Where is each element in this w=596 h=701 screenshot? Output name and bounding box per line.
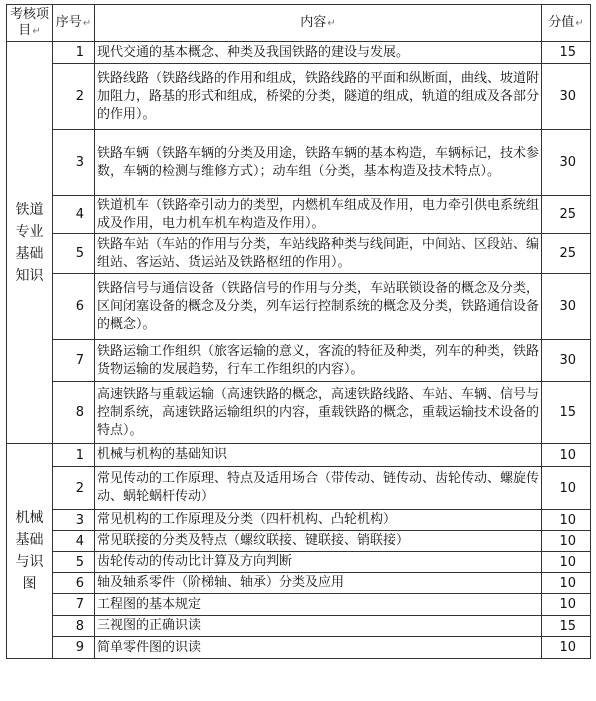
content-cell: 工程图的基本规定 xyxy=(95,594,542,616)
seq-cell: 8 xyxy=(53,616,95,637)
table-row xyxy=(7,637,591,659)
table-row xyxy=(7,616,591,637)
score-cell: 10 xyxy=(542,444,591,467)
table-row xyxy=(7,573,591,594)
table-row xyxy=(7,444,591,467)
table-row xyxy=(7,234,591,274)
table-row xyxy=(7,594,591,616)
seq-cell: 3 xyxy=(53,510,95,531)
score-cell: 15 xyxy=(542,382,591,444)
table-row xyxy=(7,467,591,510)
category-text: 机械 xyxy=(15,510,44,526)
seq-cell: 7 xyxy=(53,340,95,382)
score-cell: 10 xyxy=(542,467,591,510)
content-cell: 简单零件图的识读 xyxy=(95,637,542,659)
content-cell: 常见机构的工作原理及分类（四杆机构、凸轮机构） xyxy=(95,510,542,531)
category-cell xyxy=(7,42,53,444)
seq-cell: 4 xyxy=(53,196,95,234)
seq-cell: 9 xyxy=(53,637,95,659)
seq-cell: 5 xyxy=(53,234,95,274)
content-cell: 铁路车辆（铁路车辆的分类及用途，铁路车辆的基本构造，车辆标记，技术参数，车辆的检测与维修方式）；动车组（分类，基本构造及技术特点）。 xyxy=(95,130,542,196)
score-cell: 25 xyxy=(542,196,591,234)
header-seq: 序号↵ xyxy=(53,5,95,42)
seq-cell: 7 xyxy=(53,594,95,616)
seq-cell: 1 xyxy=(53,42,95,64)
seq-cell: 3 xyxy=(53,130,95,196)
content-cell: 轴及轴系零件（阶梯轴、轴承）分类及应用 xyxy=(95,573,542,594)
seq-cell: 5 xyxy=(53,552,95,573)
table-row xyxy=(7,510,591,531)
category-text: 知识 xyxy=(15,267,44,284)
score-cell: 30 xyxy=(542,130,591,196)
content-cell: 铁道机车（铁路牵引动力的类型，内燃机车组成及作用，电力牵引供电系统组成及作用，电力机车机车构造及作用）。 xyxy=(95,196,542,234)
table-row xyxy=(7,274,591,340)
table-row xyxy=(7,552,591,573)
header-category: 考核项目↵ xyxy=(7,5,53,42)
content-cell: 铁路运输工作组织（旅客运输的意义，客流的特征及种类，列车的种类，铁路货物运输的发展趋势，行车工作组织的内容）。 xyxy=(95,340,542,382)
content-cell: 现代交通的基本概念、种类及我国铁路的建设与发展。 xyxy=(95,42,542,64)
seq-cell: 2 xyxy=(53,467,95,510)
seq-cell: 8 xyxy=(53,382,95,444)
score-cell: 10 xyxy=(542,531,591,552)
table-row xyxy=(7,130,591,196)
score-cell: 15 xyxy=(542,42,591,64)
score-cell: 30 xyxy=(542,274,591,340)
score-cell: 10 xyxy=(542,594,591,616)
table-row xyxy=(7,64,591,130)
content-cell: 常见联接的分类及特点（螺纹联接、键联接、销联接） xyxy=(95,531,542,552)
table-row xyxy=(7,382,591,444)
seq-cell: 6 xyxy=(53,573,95,594)
category-text: 基础 xyxy=(15,245,44,262)
category-text: 图 xyxy=(22,576,37,592)
content-cell: 齿轮传动的传动比计算及方向判断 xyxy=(95,552,542,573)
exam-syllabus-table xyxy=(6,4,591,659)
content-cell: 铁路线路（铁路线路的作用和组成，铁路线路的平面和纵断面，曲线、坡道附加阻力，路基的形式和组成，桥梁的分类，隧道的组成，轨道的组成及各部分的作用）。 xyxy=(95,64,542,130)
table-row xyxy=(7,42,591,64)
table-row xyxy=(7,340,591,382)
table-row xyxy=(7,531,591,552)
table-row xyxy=(7,196,591,234)
seq-cell: 4 xyxy=(53,531,95,552)
seq-cell: 6 xyxy=(53,274,95,340)
header-score: 分值↵ xyxy=(542,5,591,42)
content-cell: 铁路信号与通信设备（铁路信号的作用与分类，车站联锁设备的概念及分类，区间闭塞设备的概念及分类，列车运行控制系统的概念及分类，铁路通信设备的概念）。 xyxy=(95,274,542,340)
score-cell: 10 xyxy=(542,510,591,531)
content-cell: 三视图的正确识读 xyxy=(95,616,542,637)
score-cell: 15 xyxy=(542,616,591,637)
score-cell: 30 xyxy=(542,64,591,130)
header-content: 内容↵ xyxy=(95,5,542,42)
category-cell xyxy=(7,444,53,659)
score-cell: 10 xyxy=(542,573,591,594)
content-cell: 铁路车站（车站的作用与分类，车站线路种类与线间距，中间站、区段站、编组站、客运站、货运站及铁路枢纽的作用）。 xyxy=(95,234,542,274)
score-cell: 10 xyxy=(542,552,591,573)
category-text: 基础 xyxy=(15,532,44,548)
score-cell: 25 xyxy=(542,234,591,274)
content-cell: 高速铁路与重载运输（高速铁路的概念，高速铁路线路、车站、车辆、信号与控制系统，高速铁路运输组织的内容，重载铁路的概念，重载运输技术设备的特点）。 xyxy=(95,382,542,444)
score-cell: 30 xyxy=(542,340,591,382)
table-header-row xyxy=(7,5,591,42)
category-text: 与识 xyxy=(15,554,44,570)
seq-cell: 2 xyxy=(53,64,95,130)
category-text: 专业 xyxy=(15,223,44,240)
score-cell: 10 xyxy=(542,637,591,659)
document-page xyxy=(6,4,591,659)
content-cell: 常见传动的工作原理、特点及适用场合（带传动、链传动、齿轮传动、螺旋传动、蜗轮蜗杆传动） xyxy=(95,467,542,510)
content-cell: 机械与机构的基础知识 xyxy=(95,444,542,467)
category-text: 铁道 xyxy=(15,201,44,218)
seq-cell: 1 xyxy=(53,444,95,467)
